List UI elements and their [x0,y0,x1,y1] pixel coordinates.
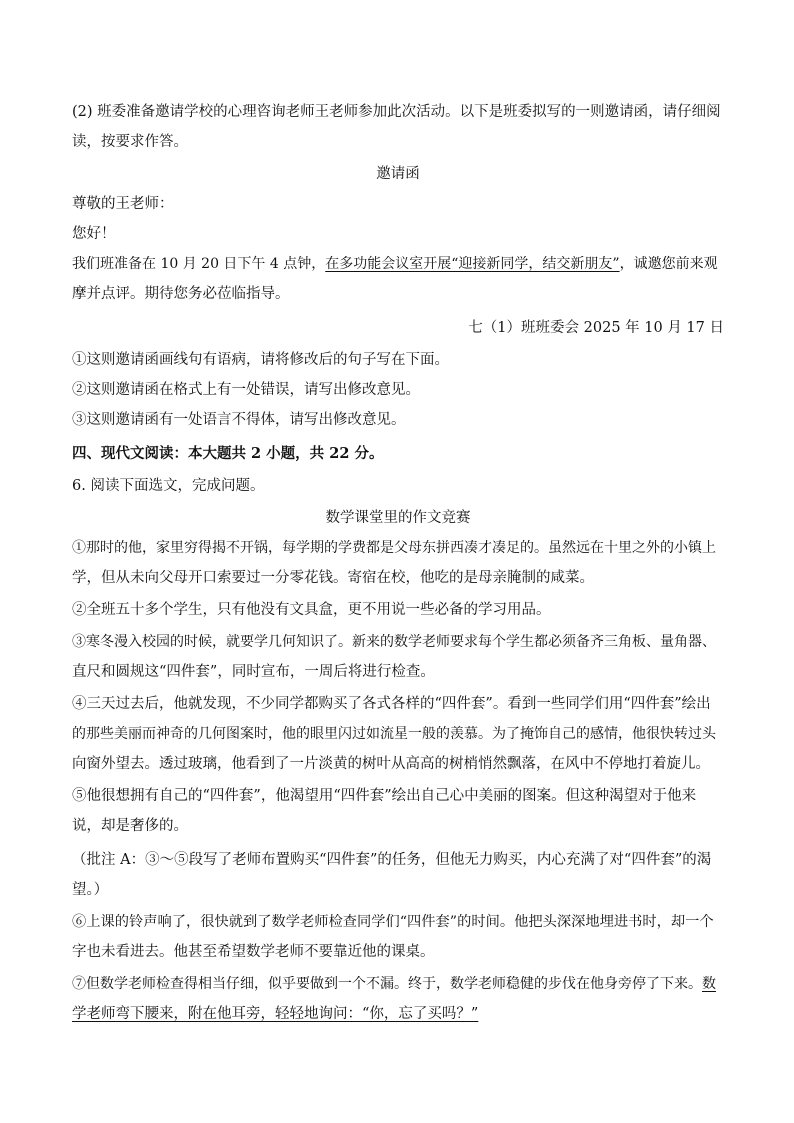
paragraph-3-line-1: ③寒冬漫入校园的时候，就要学几何知识了。新来的数学老师要求每个学生都必须备齐三角板、量角器、 [72,634,716,650]
letter-body-text: 我们班准备在 10 月 20 日下午 4 点钟， [72,256,326,272]
underlined-sentence: 数 [702,976,716,992]
letter-salutation: 尊敬的王老师： [72,196,174,212]
paragraph-1-line-2: 学，但从未向父母开口索要过一分零花钱。寄宿在校，他吃的是母亲腌制的咸菜。 [72,570,594,586]
question-6-prompt: 6. 阅读下面选文，完成问题。 [72,478,265,494]
letter-title: 邀请函 [376,166,420,182]
underlined-sentence: 在多功能会议室开展“迎接新同学，结交新朋友” [325,256,620,272]
paragraph-7-text: ⑦但数学老师检查得相当仔细，似乎要做到一个不漏。终于，数学老师稳健的步伐在他身旁停了下来。 [72,976,702,992]
paragraph-6-line-2: 字也未看进去。他甚至希望数学老师不要靠近他的课桌。 [72,944,435,960]
paragraph-7-line-2 [72,1004,478,1024]
question-2-line-1: (2) 班委准备邀请学校的心理咨询老师王老师参加此次活动。以下是班委拟写的一则邀请函，请仔细阅 [72,104,721,120]
letter-body-text: ，诚邀您前来观 [619,256,718,272]
article-title: 数学课堂里的作文竞赛 [325,510,471,526]
paragraph-4-line-2: 的那些美丽而神奇的几何图案时，他的眼里闪过如流星一般的羡慕。为了掩饰自己的感情，他很快转过头 [72,726,716,742]
letter-greeting: 您好！ [72,226,116,242]
paragraph-3-line-2: 直尺和圆规这“四件套”，同时宣布，一周后将进行检查。 [72,664,435,680]
paragraph-7-line-1 [72,974,716,994]
paragraph-4-line-3: 向窗外望去。透过玻璃，他看到了一片淡黄的树叶从高高的树梢悄然飘落，在风中不停地打着旋儿。 [72,756,710,772]
letter-signature: 七（1）班班委会 2025 年 10 月 17 日 [468,320,724,336]
task-1: ①这则邀请函画线句有语病，请将修改后的句子写在下面。 [72,352,449,368]
paragraph-5-line-2: 说，却是奢侈的。 [72,818,188,834]
annotation-a-line-2: 望。） [72,882,109,898]
letter-body-line-2: 摩并点评。期待您务必莅临指导。 [72,286,290,302]
task-2: ②这则邀请函在格式上有一处错误，请写出修改意见。 [72,382,420,398]
paragraph-1-line-1: ①那时的他，家里穷得揭不开锅，每学期的学费都是父母东拼西凑才凑足的。虽然远在十里之外的小镇上 [72,540,716,556]
paragraph-6-line-1: ⑥上课的铃声响了，很快就到了数学老师检查同学们“四件套”的时间。他把头深深地埋进书时，却一个 [72,914,714,930]
letter-body-line-1 [72,254,718,274]
paragraph-5-line-1: ⑤他很想拥有自己的“四件套”，他渴望用“四件套”绘出自己心中美丽的图案。但这种渴望对于他来 [72,788,697,804]
annotation-a-line-1: （批注 A：③～⑤段写了老师布置购买“四件套”的任务，但他无力购买，内心充满了对“四件套”的渴 [72,852,712,868]
section-4-heading: 四、现代文阅读：本大题共 2 小题，共 22 分。 [72,445,384,462]
task-3: ③这则邀请函有一处语言不得体，请写出修改意见。 [72,412,406,428]
paragraph-4-line-1: ④三天过去后，他就发现，不少同学都购买了各式各样的“四件套”。看到一些同学们用“四件套”绘出 [72,696,711,712]
question-2-line-2: 读，按要求作答。 [72,134,188,150]
paragraph-2: ②全班五十多个学生，只有他没有文具盒，更不用说一些必备的学习用品。 [72,602,551,618]
underlined-sentence: 学老师弯下腰来，附在他耳旁，轻轻地询问：“你，忘了买吗？” [72,1006,479,1022]
